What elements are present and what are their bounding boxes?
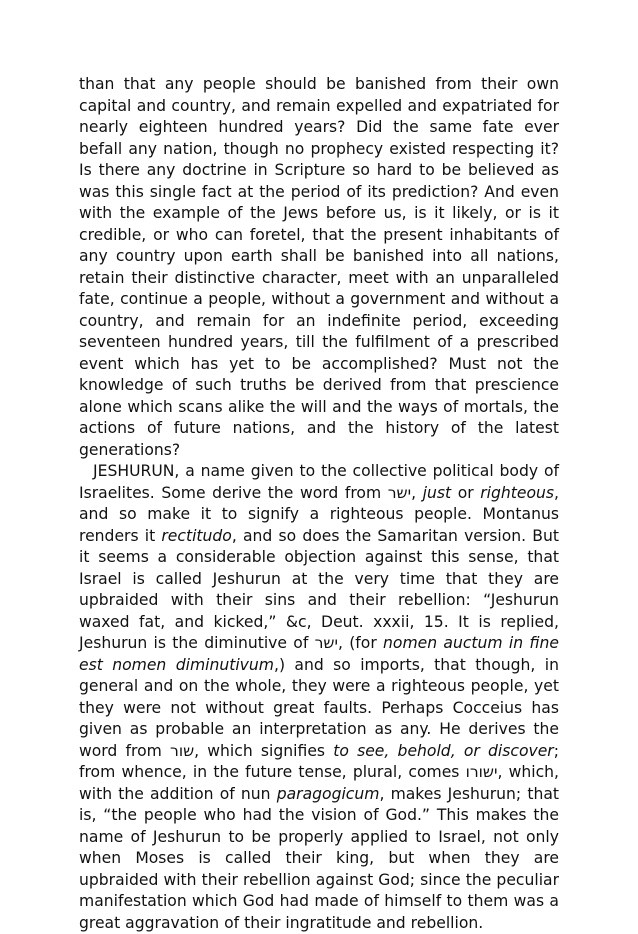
text-run: , which, with the addition of nun [79,763,559,803]
text-run: or [451,483,481,502]
hebrew-word: ישר [387,483,412,502]
italic-phrase: to see, behold, or discover [333,741,554,760]
text-run: ,) and so imports, that though, in general and on the whole, they were a righteous people, yet they were not without great faults. Perhaps Cocceius has given as probable an interpretation as any. He derives the word from [79,655,559,760]
text-run: , [411,483,423,502]
hebrew-word: ישורו [465,763,498,781]
italic-term: paragogicum [276,784,380,803]
text-run: , which signifies [194,741,334,760]
text-run: ; from whence, in the future tense, plural, comes [79,741,559,781]
italic-term: just [422,483,452,502]
paragraph-text: than that any people should be banished from their own capital and country, and remain expelled and expatriated for nearly eighteen hundred years? Did the same fate ever befall any nation, though no prophecy existed respecting it? Is there any doctrine in Scripture so hard to be believed as was this single fact at the period of its prediction? And even with the example of the Jews before us, is it likely, or is it credible, or who can foretel, that the present inhabitants of any country upon earth shall be banished into all nations, retain their distinctive character, meet with an unparalleled fate, continue a people, without a government and without a country, and remain for an indefinite period, exceeding seventeen hundred years, till the fulfilment of a prescribed event which has yet to be accomplished? Must not the knowledge of such truths be derived from that prescience alone which scans alike the will and the ways of mortals, the actions of future nations, and the history of the latest generations? [79,75,559,459]
italic-term: rectitudo [161,526,232,545]
text-run: , (for [337,634,384,652]
paragraph-banishment [79,74,559,461]
text-run: , makes Jeshurun; that is, “the people who had the vision of God.” This makes the name of Jeshurun to be properly applied to Israel, not only when Moses is called their king, but when they are upbraided with their rebellion against God; since the peculiar manifestation which God had made of himself to them was a great aggravation of their ingratitude and rebellion. [79,784,559,932]
text-run: , and so does the Samaritan version. But it seems a considerable objection against this sense, that Israel is called Jeshurun at the very time that they are upbraided with their sins and their rebellion: “Jeshurun waxed fat, and kicked,” &c, Deut. xxxii, 15. It is replied, Jeshurun is the diminutive of [79,526,560,652]
italic-term: righteous [480,483,555,502]
document-page [79,74,559,934]
text-run: JESHURUN, a name given to the collective political body of Israelites. Some derive the word from [79,462,559,502]
hebrew-word: ישר [314,634,338,652]
paragraph-jeshurun [79,461,559,934]
text-run: , and so make it to signify a righteous people. Montanus renders it [79,483,559,545]
italic-phrase: nomen auctum in fine est nomen diminutivum [79,634,559,674]
hebrew-word: שור [170,741,195,760]
